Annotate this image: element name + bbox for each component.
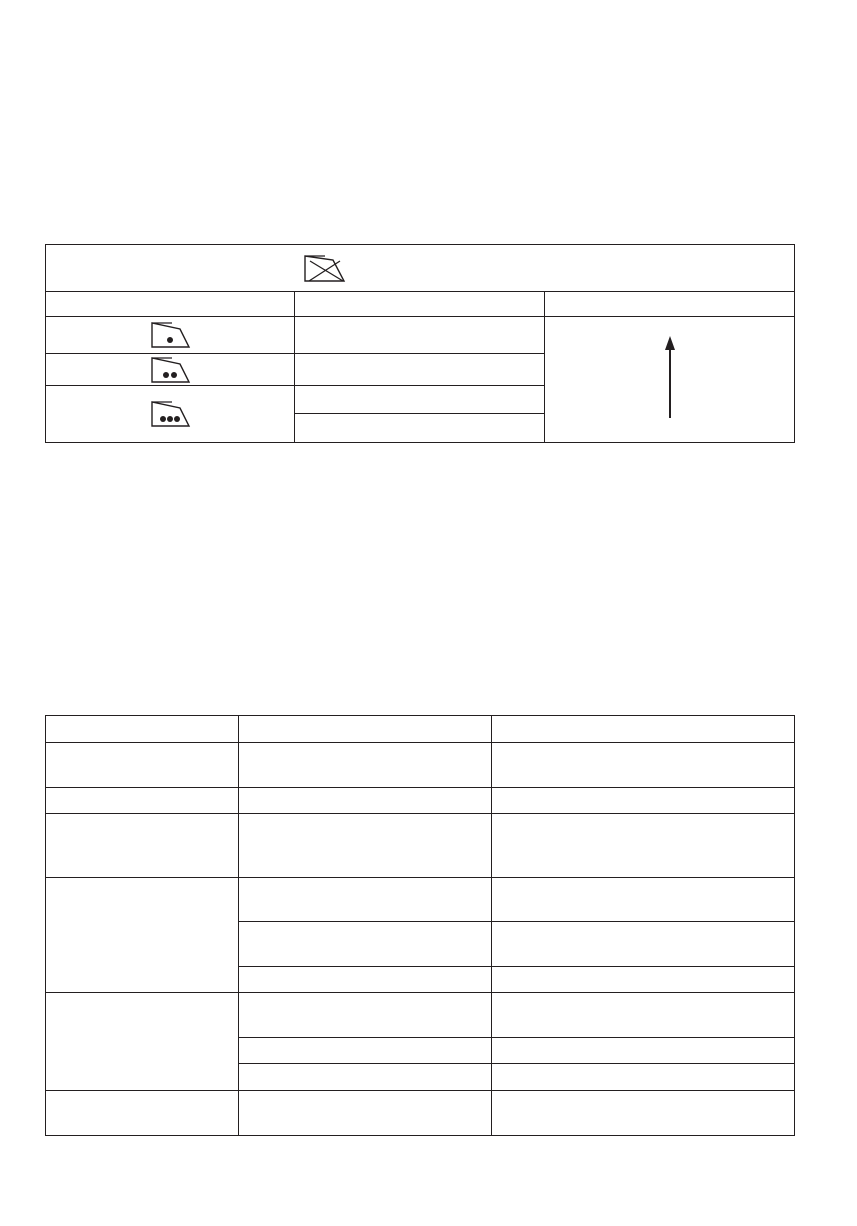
subheader-cell-3 — [545, 292, 795, 317]
table-cell — [46, 788, 239, 814]
subheader-cell-2 — [295, 292, 545, 317]
table-cell — [46, 814, 239, 878]
table-cell — [492, 1038, 795, 1064]
table-cell — [492, 922, 795, 967]
table-cell — [239, 878, 492, 922]
setting-cell-three-dots-b — [295, 414, 545, 443]
iron-one-dot-cell — [46, 317, 295, 354]
table-cell — [239, 967, 492, 993]
table-cell — [492, 743, 795, 788]
table-cell — [46, 743, 239, 788]
temperature-arrow-cell — [545, 317, 795, 443]
table-cell — [46, 1091, 239, 1136]
table-cell — [239, 1091, 492, 1136]
table-cell — [239, 993, 492, 1038]
table-cell — [46, 878, 239, 993]
table-cell — [239, 1064, 492, 1091]
header-cell-2 — [239, 716, 492, 743]
temperature-increase-arrow-icon — [660, 407, 680, 424]
no-iron-header-cell — [46, 245, 795, 292]
iron-two-dots-cell — [46, 354, 295, 386]
setting-cell-three-dots-a — [295, 386, 545, 414]
iron-three-dots-icon — [148, 405, 192, 422]
header-cell-3 — [492, 716, 795, 743]
do-not-iron-icon — [301, 254, 347, 289]
iron-three-dots-cell — [46, 386, 295, 443]
table-cell — [239, 788, 492, 814]
header-cell-1 — [46, 716, 239, 743]
table-cell — [492, 993, 795, 1038]
table-cell — [492, 878, 795, 922]
iron-one-dot-icon — [148, 326, 192, 343]
table-cell — [492, 814, 795, 878]
table-cell — [239, 1038, 492, 1064]
table-cell — [239, 922, 492, 967]
subheader-cell-1 — [46, 292, 295, 317]
iron-temperature-table — [45, 244, 795, 443]
setting-cell-two-dots — [295, 354, 545, 386]
table-cell — [492, 1091, 795, 1136]
troubleshooting-table — [45, 715, 795, 1136]
table-cell — [239, 814, 492, 878]
table-cell — [492, 967, 795, 993]
table-cell — [492, 1064, 795, 1091]
table-cell — [46, 993, 239, 1091]
iron-two-dots-icon — [148, 361, 192, 378]
setting-cell-one-dot — [295, 317, 545, 354]
table-cell — [239, 743, 492, 788]
table-cell — [492, 788, 795, 814]
